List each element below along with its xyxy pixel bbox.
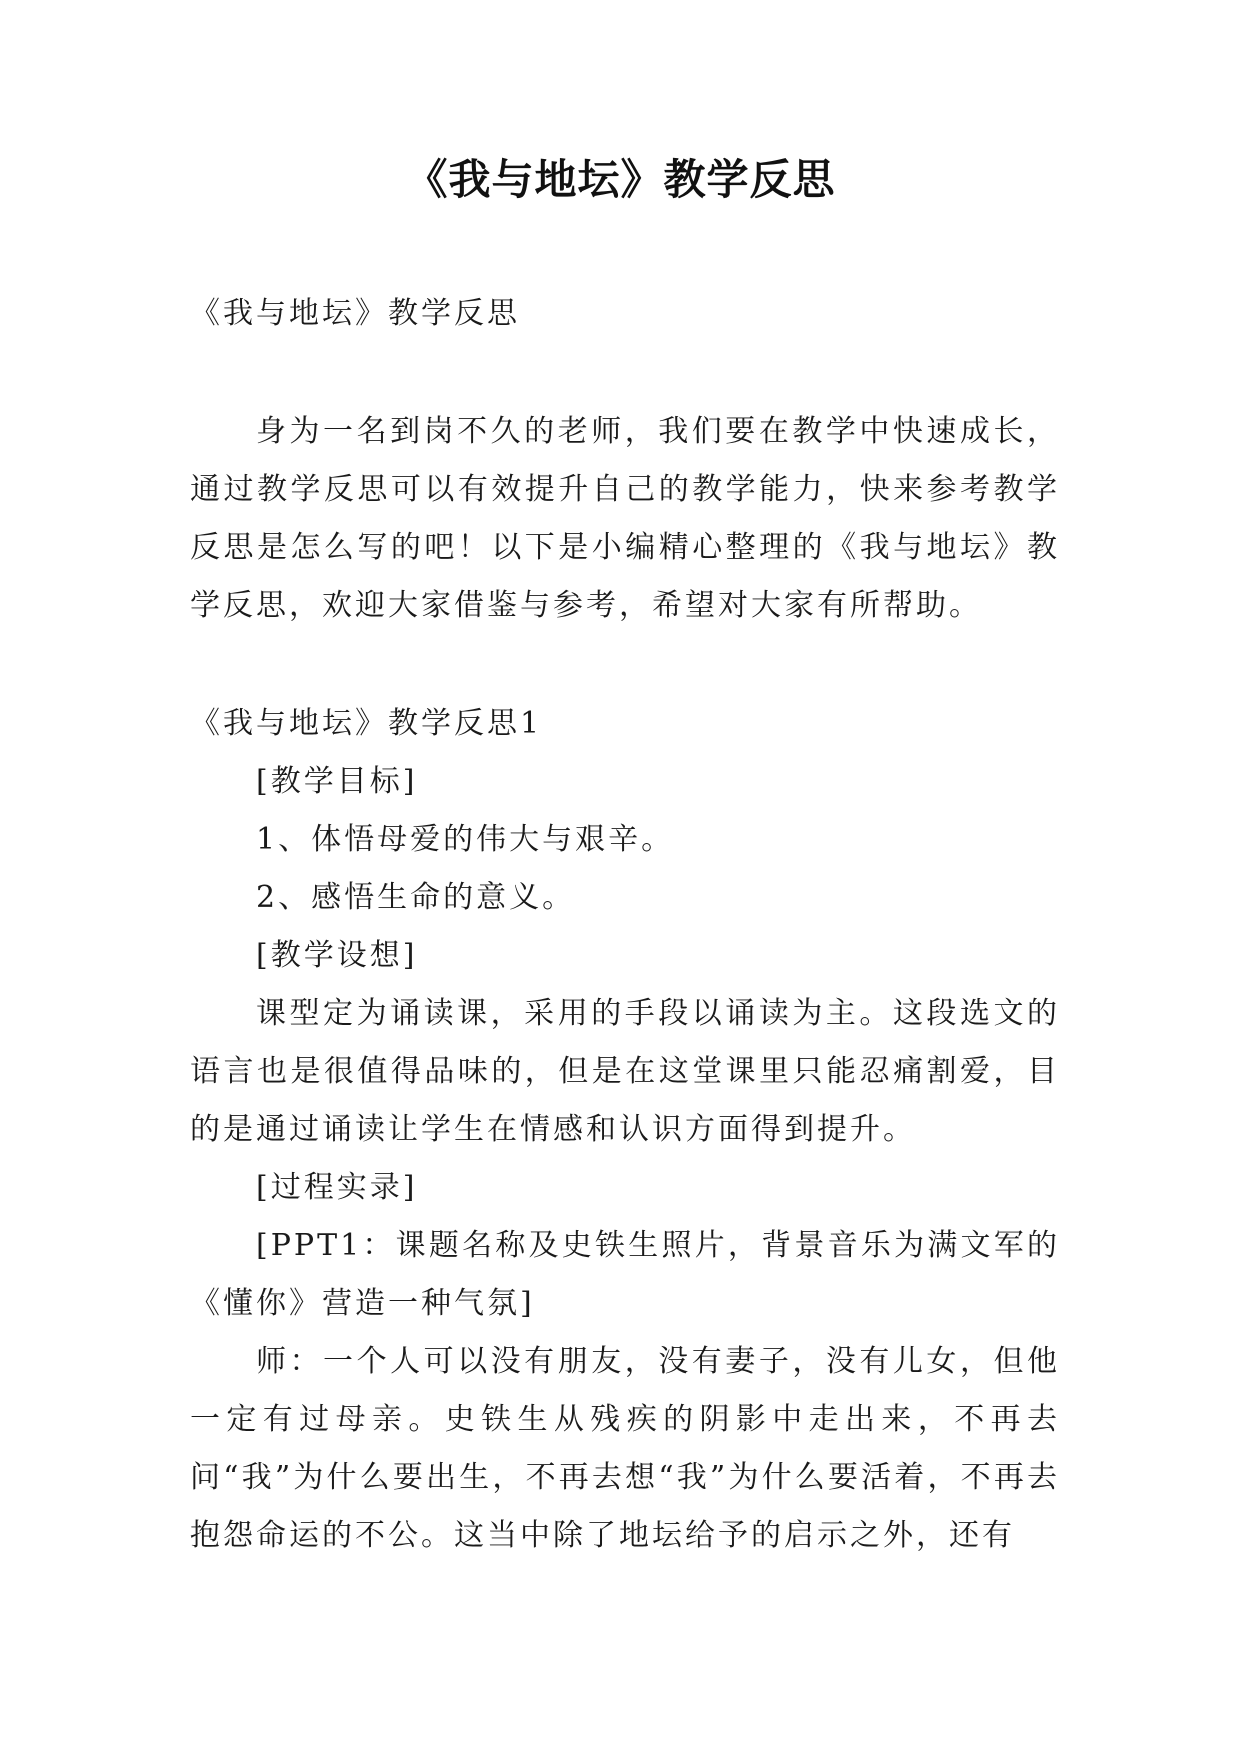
- goal-item-1: 1、体悟母爱的伟大与艰辛。: [256, 822, 675, 857]
- document-title: 《我与地坛》教学反思: [405, 155, 836, 204]
- ppt1-paragraph: [PPT1：课题名称及史铁生照片，背景音乐为满文军的《懂你》营造一种气氛]: [190, 1228, 1060, 1321]
- intro-paragraph: 身为一名到岗不久的老师，我们要在教学中快速成长，通过教学反思可以有效提升自己的教学能力，快来参考教学反思是怎么写的吧！以下是小编精心整理的《我与地坛》教学反思，欢迎大家借鉴与参考，希望对大家有所帮助。: [190, 414, 1060, 623]
- document-subtitle: 《我与地坛》教学反思: [190, 296, 520, 331]
- section-heading: 《我与地坛》教学反思1: [190, 706, 543, 741]
- goals-heading: [教学目标]: [256, 764, 418, 799]
- design-heading: [教学设想]: [256, 938, 418, 973]
- teacher-paragraph: 师：一个人可以没有朋友，没有妻子，没有儿女，但他一定有过母亲。史铁生从残疾的阴影中走出来，不再去问“我”为什么要出生，不再去想“我”为什么要活着，不再去抱怨命运的不公。这当中除了地坛给予的启示之外，还有: [190, 1344, 1060, 1553]
- process-heading: [过程实录]: [256, 1170, 418, 1205]
- design-paragraph: 课型定为诵读课，采用的手段以诵读为主。这段选文的语言也是很值得品味的，但是在这堂课里只能忍痛割爱，目的是通过诵读让学生在情感和认识方面得到提升。: [190, 996, 1060, 1147]
- document-body: [190, 285, 1060, 1565]
- goal-item-2: 2、感悟生命的意义。: [256, 880, 576, 915]
